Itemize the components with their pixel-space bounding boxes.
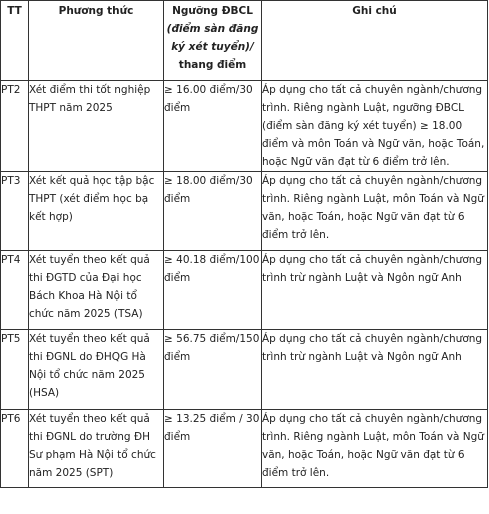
threshold-value: ≥ 13.25 điểm / 30 điểm <box>164 410 262 488</box>
header-method: Phương thức <box>29 1 164 81</box>
table-row <box>1 172 488 251</box>
header-threshold-title: Ngưỡng ĐBCL <box>172 5 253 17</box>
method-name: Xét điểm thi tốt nghiệp THPT năm 2025 <box>29 81 164 172</box>
header-threshold-scale: thang điểm <box>178 59 247 71</box>
header-row <box>1 1 488 81</box>
header-threshold <box>164 1 262 81</box>
method-code: PT5 <box>1 330 29 410</box>
note-text: Áp dụng cho tất cả chuyên ngành/chương trình. Riêng ngành Luật, môn Toán và Ngữ văn, hoặc Toán, hoặc Ngữ văn đạt từ 6 điểm trở lên. <box>262 172 488 251</box>
note-text: Áp dụng cho tất cả chuyên ngành/chương trình trừ ngành Luật và Ngôn ngữ Anh <box>262 330 488 410</box>
method-name: Xét tuyển theo kết quả thi ĐGNL do trường ĐH Sư phạm Hà Nội tổ chức năm 2025 (SPT) <box>29 410 164 488</box>
table-row <box>1 410 488 488</box>
method-name: Xét tuyển theo kết quả thi ĐGTD của Đại học Bách Khoa Hà Nội tổ chức năm 2025 (TSA) <box>29 251 164 330</box>
method-name: Xét tuyển theo kết quả thi ĐGNL do ĐHQG Hà Nội tổ chức năm 2025 (HSA) <box>29 330 164 410</box>
table-row <box>1 251 488 330</box>
table-row <box>1 81 488 172</box>
threshold-value: ≥ 56.75 điểm/150 điểm <box>164 330 262 410</box>
header-threshold-sub2: ký xét tuyển)/ <box>171 41 254 53</box>
threshold-value: ≥ 18.00 điểm/30 điểm <box>164 172 262 251</box>
header-note: Ghi chú <box>262 1 488 81</box>
header-threshold-sub1: (điểm sàn đăng <box>166 23 259 35</box>
method-code: PT6 <box>1 410 29 488</box>
note-text: Áp dụng cho tất cả chuyên ngành/chương trình. Riêng ngành Luật, môn Toán và Ngữ văn, hoặc Toán, hoặc Ngữ văn đạt từ 6 điểm trở lên. <box>262 410 488 488</box>
threshold-value: ≥ 40.18 điểm/100 điểm <box>164 251 262 330</box>
method-code: PT3 <box>1 172 29 251</box>
method-code: PT4 <box>1 251 29 330</box>
table-row <box>1 330 488 410</box>
method-code: PT2 <box>1 81 29 172</box>
note-text: Áp dụng cho tất cả chuyên ngành/chương trình trừ ngành Luật và Ngôn ngữ Anh <box>262 251 488 330</box>
method-name: Xét kết quả học tập bậc THPT (xét điểm học bạ kết hợp) <box>29 172 164 251</box>
header-tt: TT <box>1 1 29 81</box>
note-text: Áp dụng cho tất cả chuyên ngành/chương trình. Riêng ngành Luật, ngưỡng ĐBCL (điểm sàn đăng ký xét tuyển) ≥ 18.00 điểm và môn Toán và Ngữ văn, hoặc Toán, hoặc Ngữ văn đạt từ 6 điểm trở lên. <box>262 81 488 172</box>
threshold-value: ≥ 16.00 điểm/30 điểm <box>164 81 262 172</box>
